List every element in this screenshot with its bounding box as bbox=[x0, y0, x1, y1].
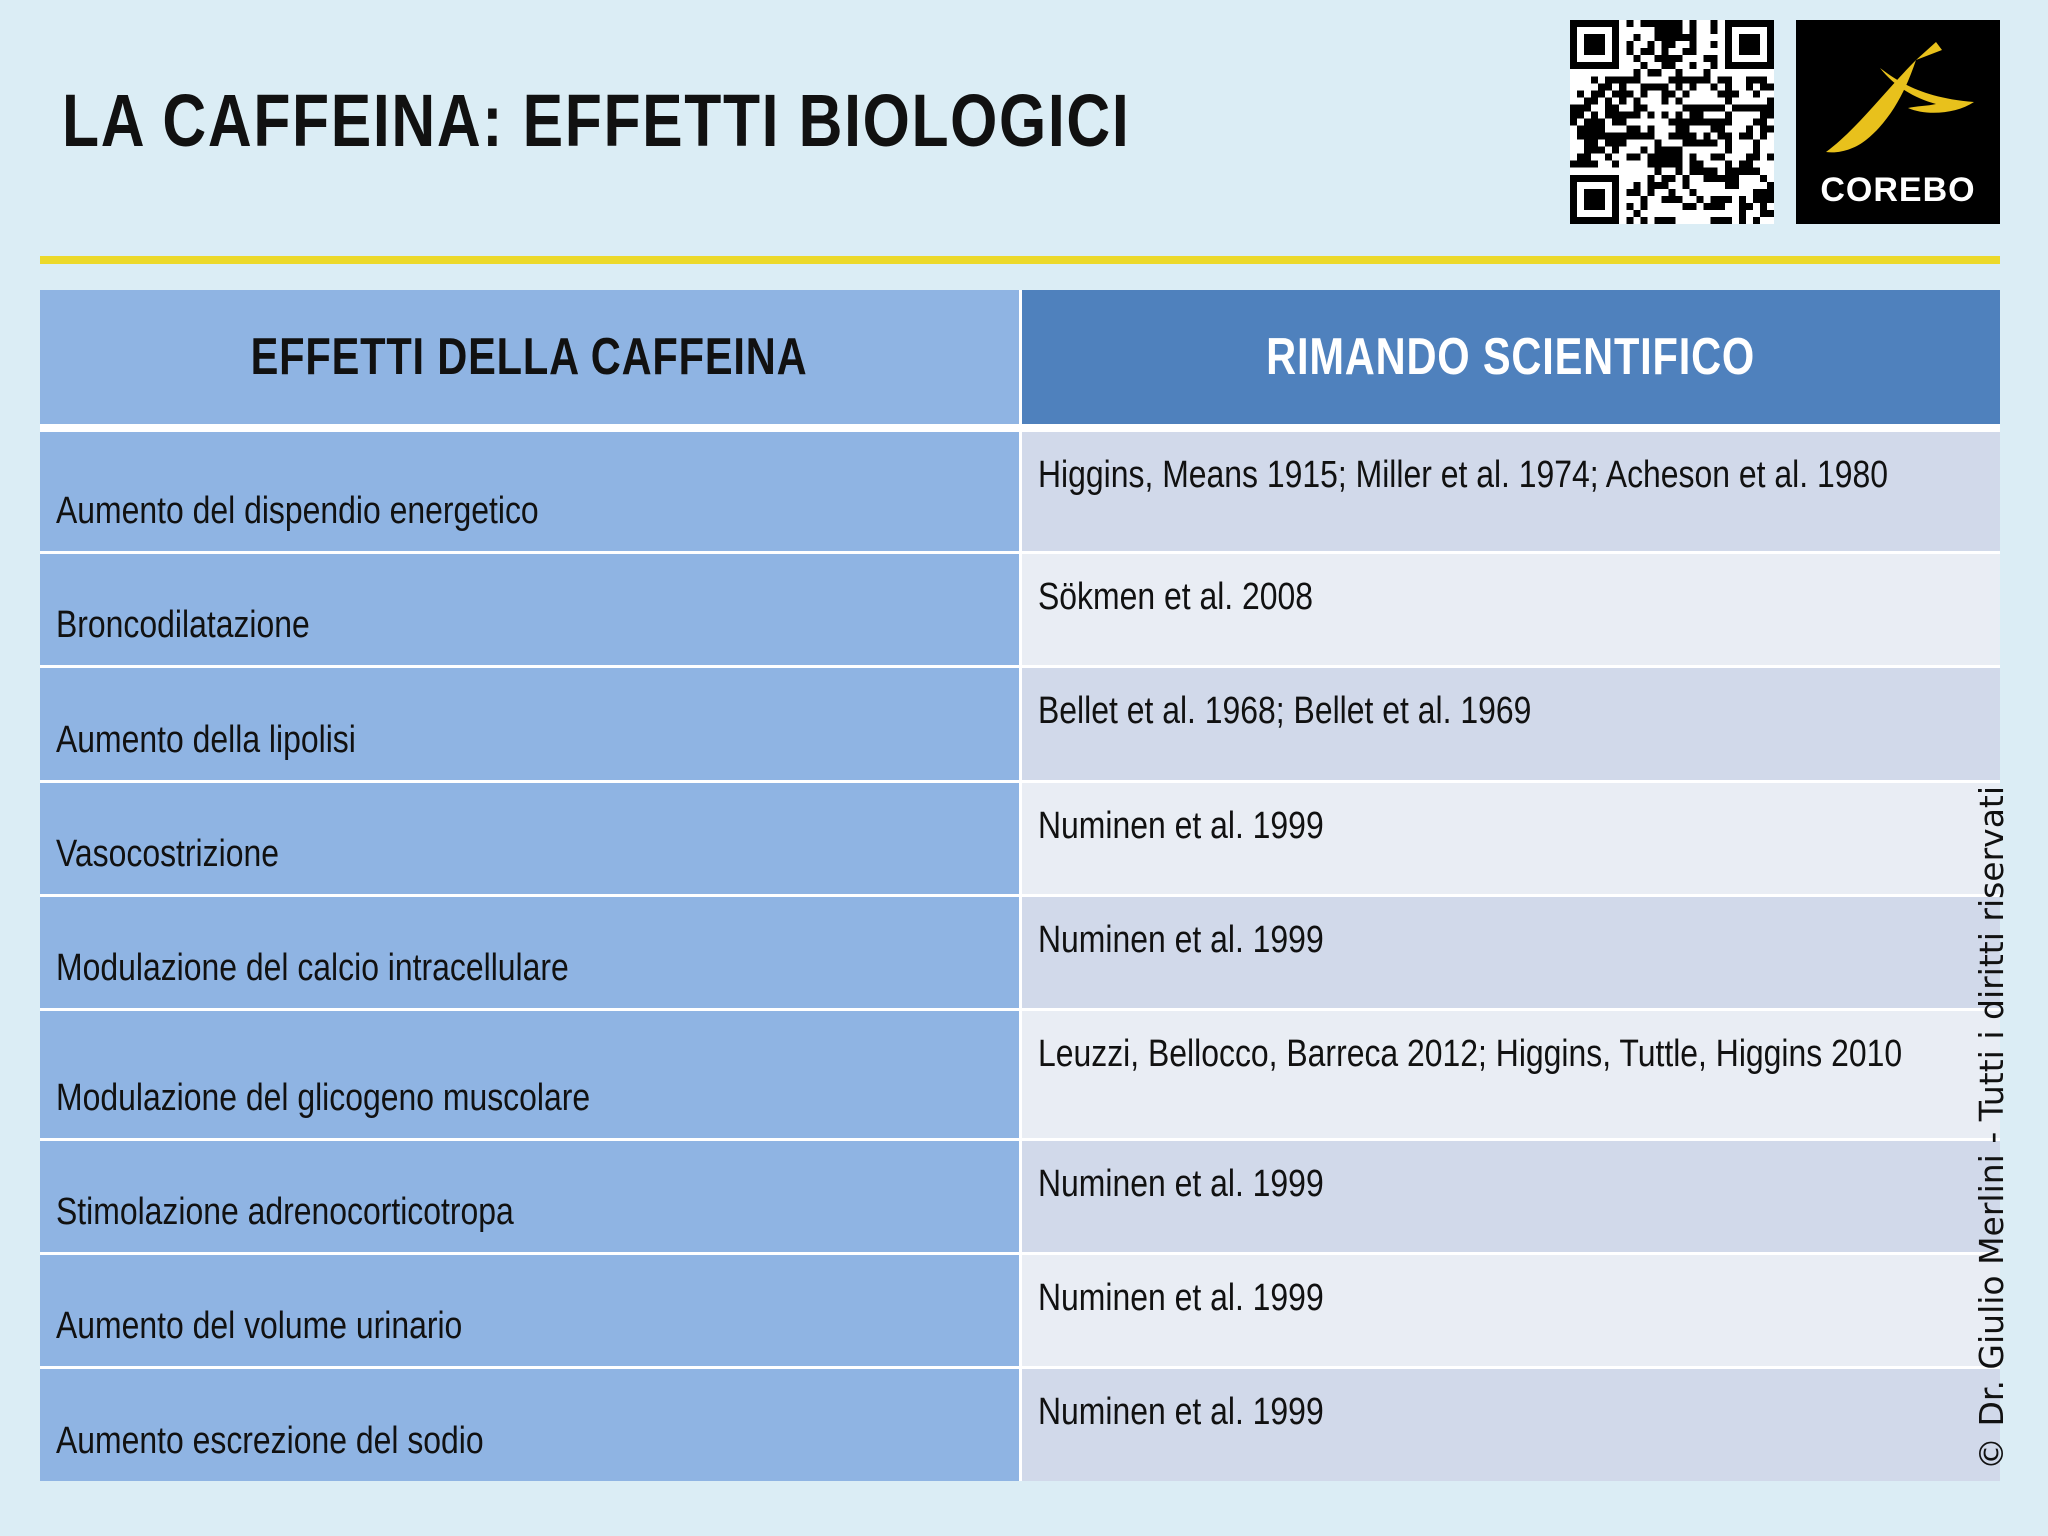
reference-cell: Higgins, Means 1915; Miller et al. 1974; Acheson et al. 1980 bbox=[1020, 428, 2000, 552]
corebo-logo bbox=[1796, 20, 2000, 224]
logo-text: COREBO bbox=[1820, 171, 1976, 209]
header-references: RIMANDO SCIENTIFICO bbox=[1020, 290, 2000, 428]
reference-cell: Numinen et al. 1999 bbox=[1020, 781, 2000, 895]
effect-cell: Aumento escrezione del sodio bbox=[40, 1367, 1020, 1481]
page-title: LA CAFFEINA: EFFETTI BIOLOGICI bbox=[62, 79, 1131, 162]
reference-cell: Numinen et al. 1999 bbox=[1020, 895, 2000, 1009]
effect-cell: Modulazione del glicogeno muscolare bbox=[40, 1009, 1020, 1139]
effect-cell: Modulazione del calcio intracellulare bbox=[40, 895, 1020, 1009]
reference-cell: Sökmen et al. 2008 bbox=[1020, 552, 2000, 666]
table-row bbox=[40, 1367, 2000, 1481]
effect-cell: Stimolazione adrenocorticotropa bbox=[40, 1139, 1020, 1253]
yellow-divider bbox=[40, 256, 2000, 264]
effect-cell: Aumento della lipolisi bbox=[40, 666, 1020, 781]
copyright-credit: © Dr. Giulio Merlini - Tutti i diritti riservati bbox=[1972, 785, 2011, 1470]
reference-cell: Bellet et al. 1968; Bellet et al. 1969 bbox=[1020, 666, 2000, 781]
table-header-row bbox=[40, 290, 2000, 428]
effect-cell: Aumento del dispendio energetico bbox=[40, 428, 1020, 552]
table-row bbox=[40, 1009, 2000, 1139]
table-row bbox=[40, 1253, 2000, 1367]
table-row bbox=[40, 666, 2000, 781]
table-row bbox=[40, 428, 2000, 552]
header-effects: EFFETTI DELLA CAFFEINA bbox=[40, 290, 1020, 428]
effect-cell: Aumento del volume urinario bbox=[40, 1253, 1020, 1367]
table-row bbox=[40, 552, 2000, 666]
qr-code-icon bbox=[1570, 20, 1774, 224]
effect-cell: Vasocostrizione bbox=[40, 781, 1020, 895]
reference-cell: Numinen et al. 1999 bbox=[1020, 1139, 2000, 1253]
table-row bbox=[40, 781, 2000, 895]
table-row bbox=[40, 895, 2000, 1009]
reference-cell: Numinen et al. 1999 bbox=[1020, 1253, 2000, 1367]
table-row bbox=[40, 1139, 2000, 1253]
reference-cell: Leuzzi, Bellocco, Barreca 2012; Higgins, Tuttle, Higgins 2010 bbox=[1020, 1009, 2000, 1139]
effect-cell: Broncodilatazione bbox=[40, 552, 1020, 666]
effects-table bbox=[40, 290, 2000, 1481]
reference-cell: Numinen et al. 1999 bbox=[1020, 1367, 2000, 1481]
